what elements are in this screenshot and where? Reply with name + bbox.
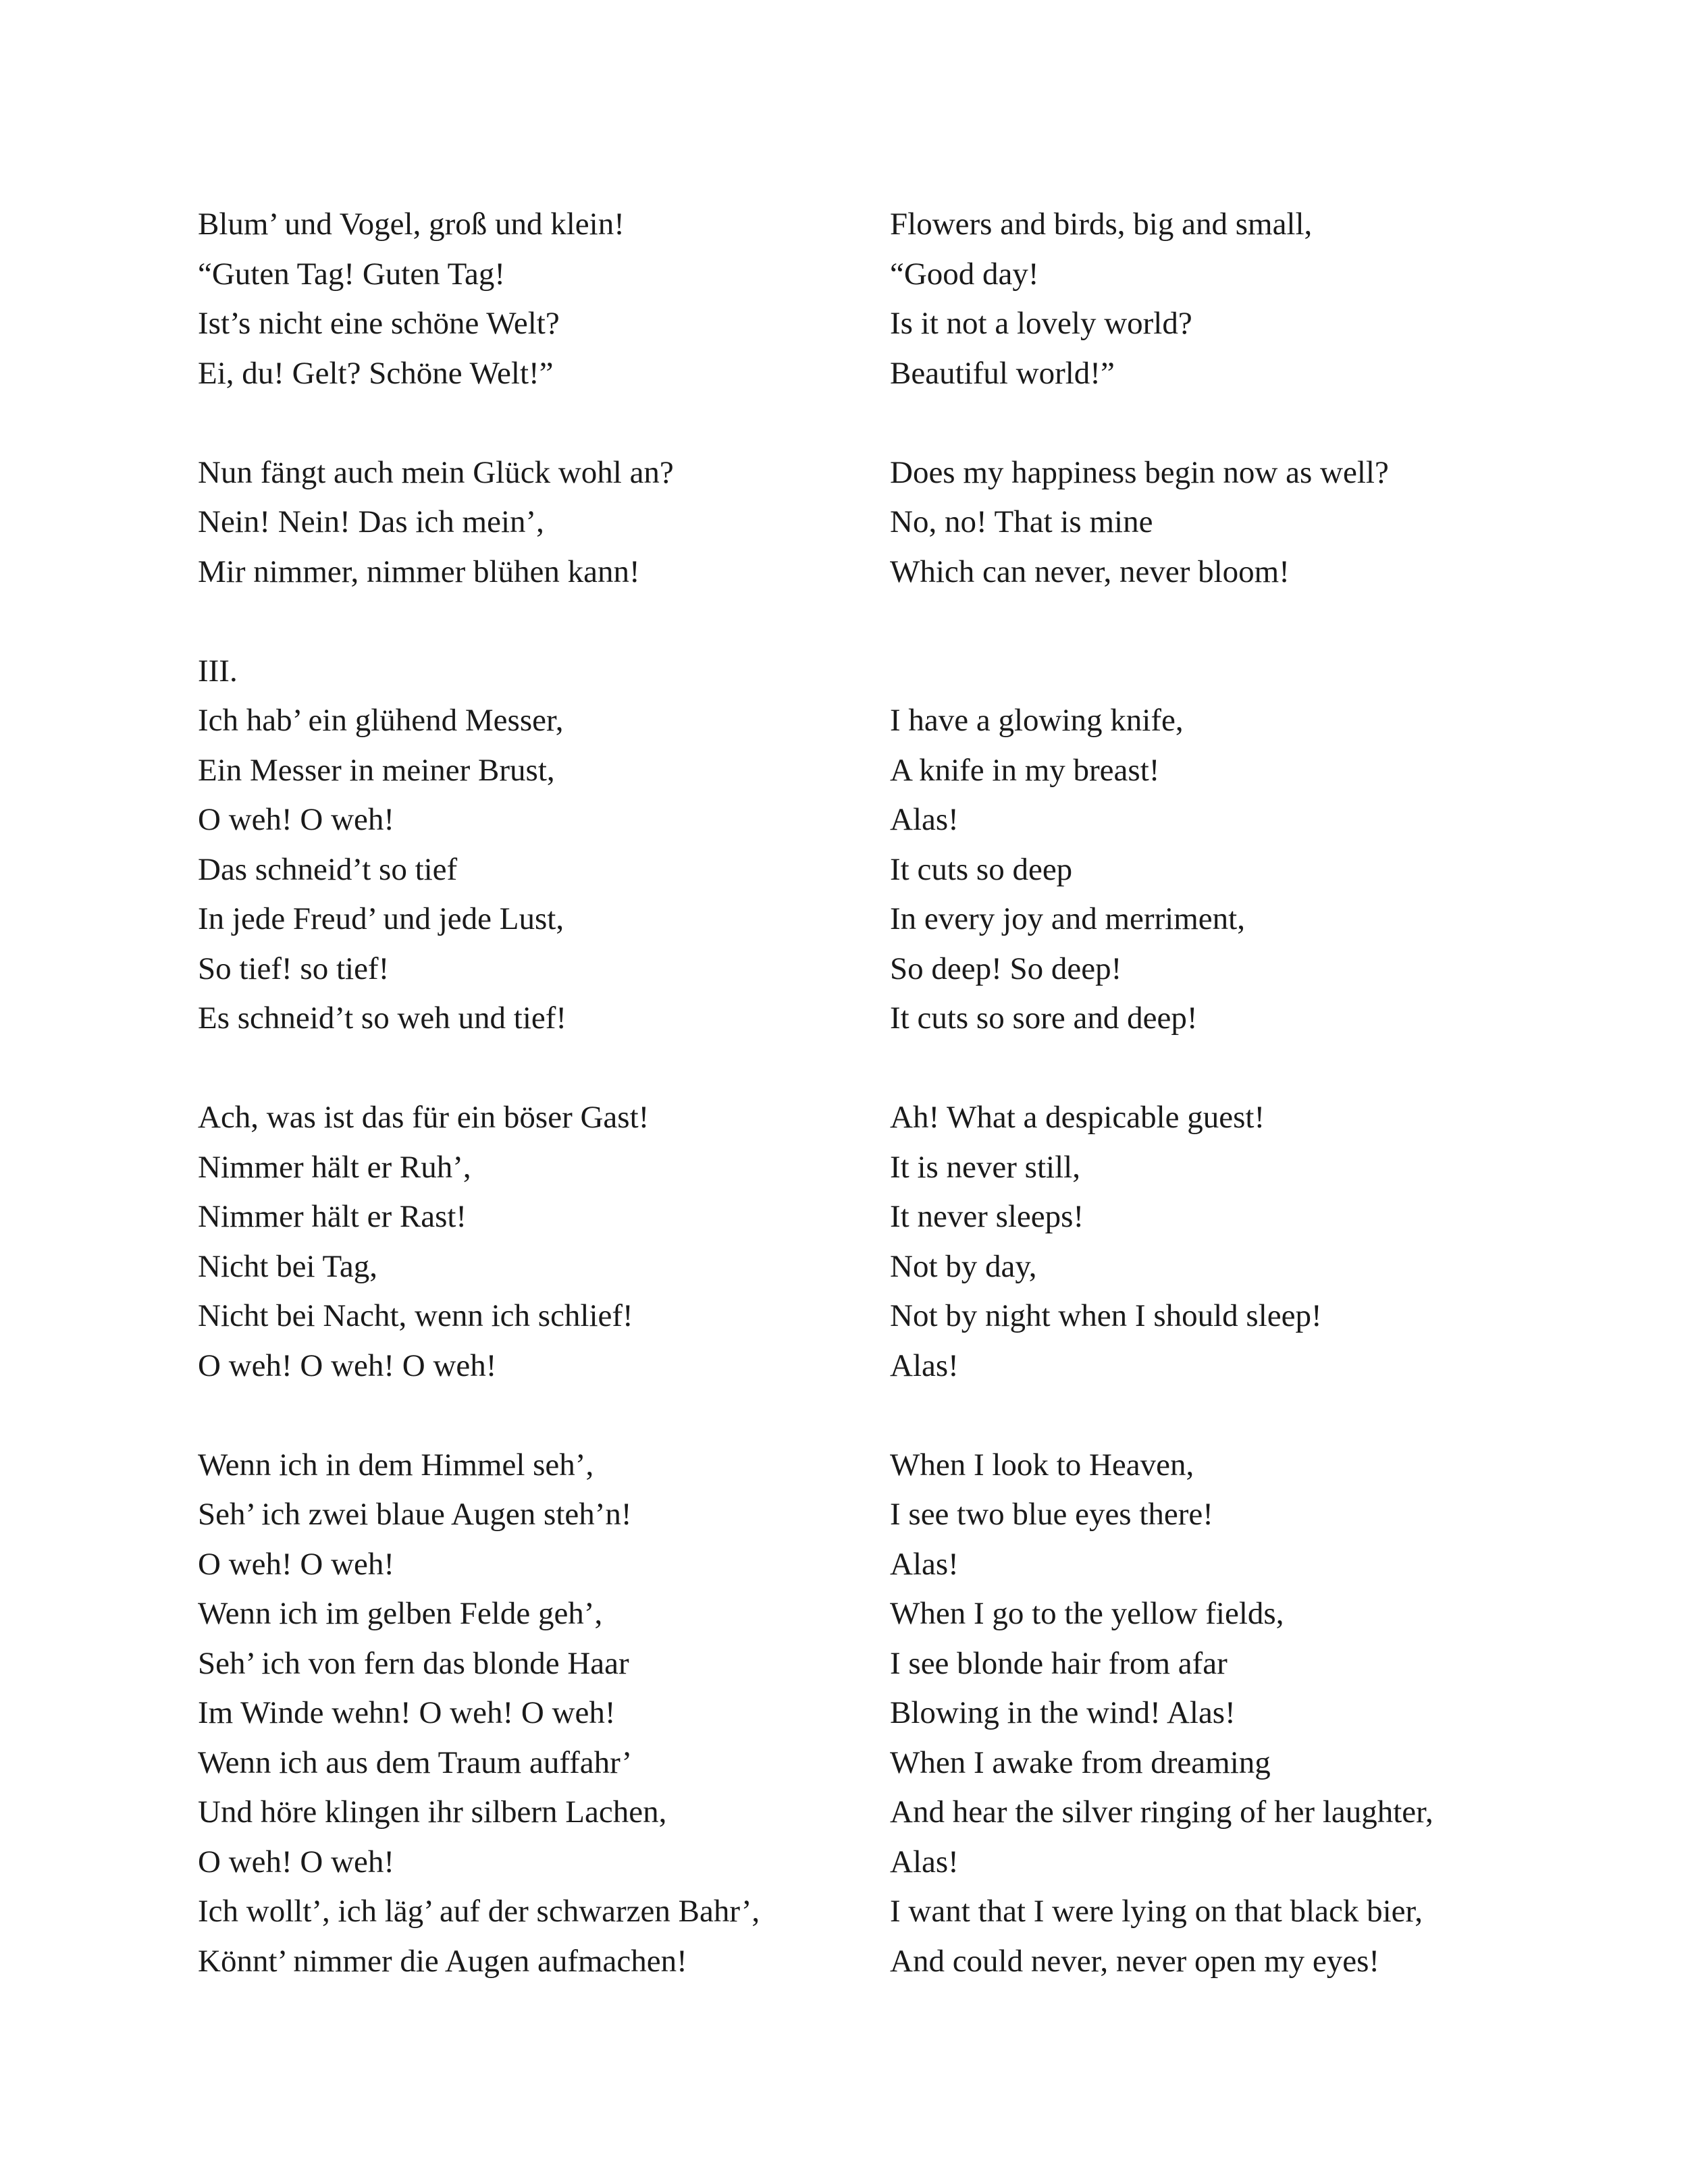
german-verse-line: Nicht bei Nacht, wenn ich schlief!	[198, 1298, 633, 1333]
german-verse-line: Ei, du! Gelt? Schöne Welt!”	[198, 355, 554, 391]
german-verse-line: Blum’ und Vogel, groß und klein!	[198, 207, 625, 242]
german-verse-line: O weh! O weh!	[198, 1844, 395, 1880]
english-verse-line: So deep! So deep!	[890, 951, 1122, 986]
english-verse-line: When I go to the yellow fields,	[890, 1596, 1284, 1631]
english-verse-line: Flowers and birds, big and small,	[890, 207, 1313, 242]
english-verse-line	[890, 647, 1565, 697]
english-verse-line: I have a glowing knife,	[890, 703, 1184, 738]
german-verse-line: Ein Messer in meiner Brust,	[198, 752, 555, 788]
english-verse-line: No, no! That is mine	[890, 504, 1153, 539]
german-text-column	[198, 200, 873, 1986]
english-verse-line: Ah! What a despicable guest!	[890, 1100, 1265, 1135]
stanza-gap	[890, 398, 1565, 448]
english-verse-line: “Good day!	[890, 256, 1039, 292]
stanza-gap	[890, 597, 1565, 647]
german-verse-line: O weh! O weh!	[198, 1546, 395, 1582]
stanza-gap	[198, 597, 873, 647]
english-verse-line: Not by night when I should sleep!	[890, 1298, 1322, 1333]
german-verse-line: So tief! so tief!	[198, 951, 390, 986]
german-verse-line: Nimmer hält er Rast!	[198, 1199, 467, 1234]
english-verse-line: Alas!	[890, 1844, 959, 1880]
english-verse-line: Beautiful world!”	[890, 355, 1115, 391]
english-verse-line: When I look to Heaven,	[890, 1447, 1194, 1483]
english-verse-line: Alas!	[890, 1348, 959, 1383]
german-verse-line: Ich hab’ ein glühend Messer,	[198, 703, 564, 738]
stanza-gap	[198, 1044, 873, 1094]
german-verse-line: O weh! O weh! O weh!	[198, 1348, 497, 1383]
german-verse-line: Wenn ich aus dem Traum auffahr’	[198, 1744, 633, 1780]
english-verse-line: I want that I were lying on that black bier,	[890, 1894, 1423, 1929]
german-verse-line: Und höre klingen ihr silbern Lachen,	[198, 1794, 667, 1830]
english-verse-line: A knife in my breast!	[890, 752, 1160, 788]
english-verse-line: It cuts so deep	[890, 851, 1073, 887]
german-verse-line: Es schneid’t so weh und tief!	[198, 1001, 567, 1036]
english-verse-line: Does my happiness begin now as well?	[890, 454, 1389, 490]
german-verse-line: Seh’ ich zwei blaue Augen steh’n!	[198, 1497, 632, 1532]
german-verse-line: Nein! Nein! Das ich mein’,	[198, 504, 544, 539]
english-translation-column	[890, 200, 1565, 1986]
german-verse-line: O weh! O weh!	[198, 802, 395, 837]
german-verse-line: Wenn ich im gelben Felde geh’,	[198, 1596, 603, 1631]
german-verse-line: Könnt’ nimmer die Augen aufmachen!	[198, 1943, 687, 1979]
english-verse-line: It cuts so sore and deep!	[890, 1001, 1198, 1036]
stanza-gap	[890, 1044, 1565, 1094]
english-verse-line: And could never, never open my eyes!	[890, 1943, 1380, 1979]
english-verse-line: I see blonde hair from afar	[890, 1645, 1228, 1681]
german-verse-line: Ach, was ist das für ein böser Gast!	[198, 1100, 650, 1135]
german-verse-line: III.	[198, 653, 238, 689]
german-verse-line: Nun fängt auch mein Glück wohl an?	[198, 454, 674, 490]
stanza-gap	[890, 1391, 1565, 1441]
german-verse-line: Mir nimmer, nimmer blühen kann!	[198, 554, 640, 589]
english-verse-line: Alas!	[890, 802, 959, 837]
english-verse-line: Not by day,	[890, 1248, 1037, 1284]
german-verse-line: “Guten Tag! Guten Tag!	[198, 256, 506, 292]
german-verse-line: Ich wollt’, ich läg’ auf der schwarzen Bahr’,	[198, 1894, 760, 1929]
german-verse-line: Seh’ ich von fern das blonde Haar	[198, 1645, 629, 1681]
stanza-gap	[198, 1391, 873, 1441]
english-verse-line: I see two blue eyes there!	[890, 1497, 1213, 1532]
german-verse-line: Wenn ich in dem Himmel seh’,	[198, 1447, 594, 1483]
english-verse-line: Is it not a lovely world?	[890, 306, 1192, 341]
english-verse-line: In every joy and merriment,	[890, 901, 1245, 936]
german-verse-line: Nimmer hält er Ruh’,	[198, 1149, 471, 1185]
german-verse-line: In jede Freud’ und jede Lust,	[198, 901, 564, 936]
english-verse-line: And hear the silver ringing of her laughter,	[890, 1794, 1433, 1830]
english-verse-line: It is never still,	[890, 1149, 1080, 1185]
german-verse-line: Nicht bei Tag,	[198, 1248, 378, 1284]
stanza-gap	[198, 398, 873, 448]
german-verse-line: Ist’s nicht eine schöne Welt?	[198, 306, 560, 341]
english-verse-line: Alas!	[890, 1546, 959, 1582]
german-verse-line: Im Winde wehn! O weh! O weh!	[198, 1695, 616, 1730]
english-verse-line: When I awake from dreaming	[890, 1744, 1271, 1780]
english-verse-line: It never sleeps!	[890, 1199, 1084, 1234]
english-verse-line: Blowing in the wind! Alas!	[890, 1695, 1236, 1730]
german-verse-line: Das schneid’t so tief	[198, 851, 458, 887]
english-verse-line: Which can never, never bloom!	[890, 554, 1290, 589]
